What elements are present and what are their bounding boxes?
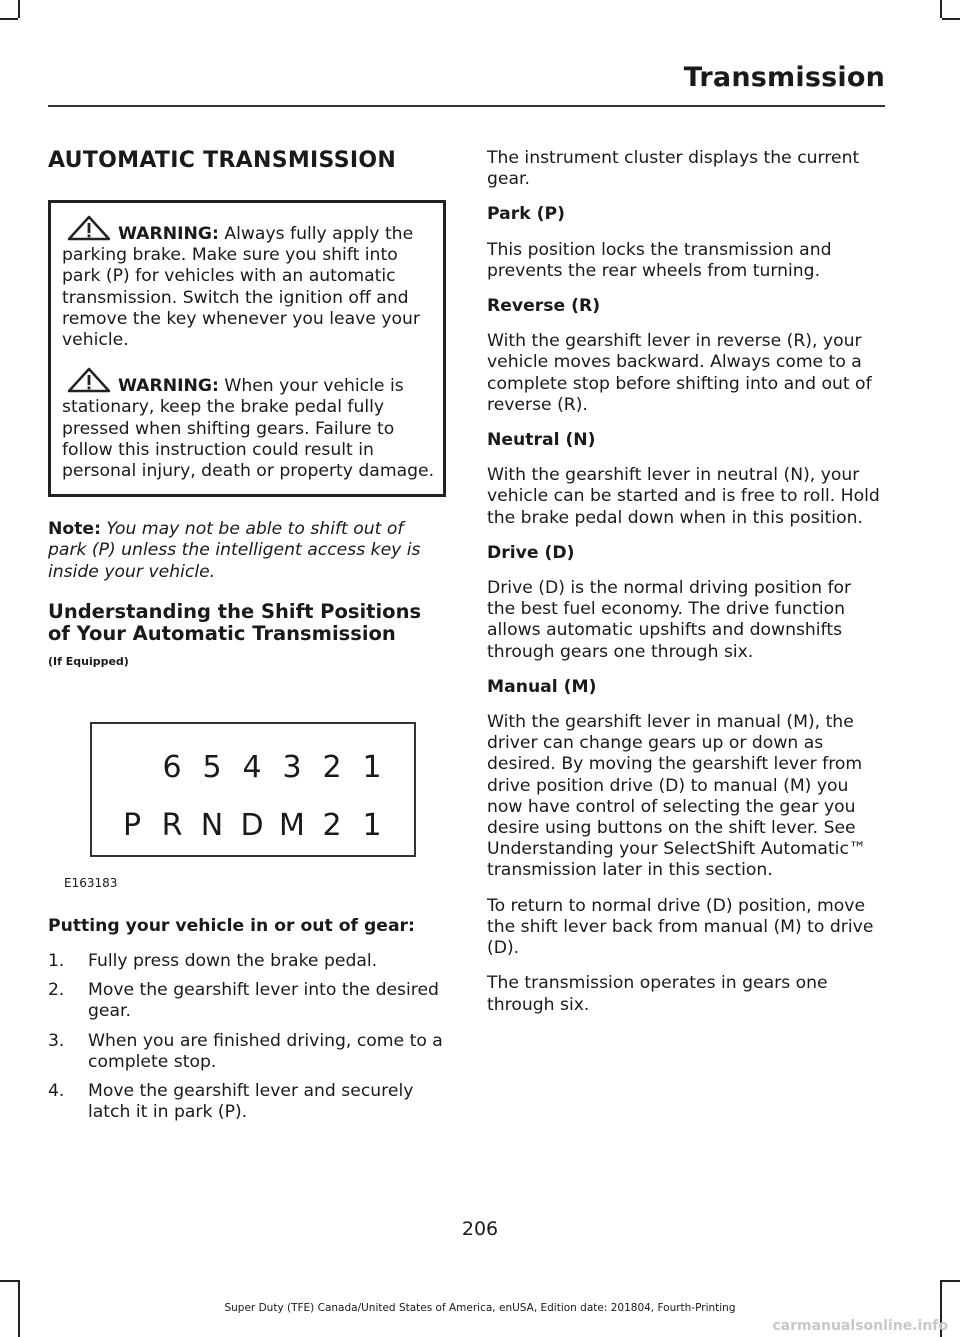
right-column bbox=[487, 148, 882, 1030]
warning-text: When your vehicle is stationary, keep the brake pedal fully pressed when shifting gears. Failure to follow this instruction could result in personal injury, death or property damage. bbox=[62, 376, 435, 482]
left-column bbox=[48, 148, 446, 1131]
warning-triangle-icon bbox=[66, 215, 112, 241]
figure-id: E163183 bbox=[64, 875, 118, 890]
gears-paragraph: The transmission operates in gears one through six. bbox=[487, 973, 828, 1015]
crop-mark-top-right bbox=[940, 0, 942, 18]
warning-item bbox=[62, 367, 435, 482]
crop-mark-bottom-right-h bbox=[942, 1280, 960, 1282]
footer-edition: Super Duty (TFE) Canada/United States of America, enUSA, Edition date: 201804, Fourth-Printing bbox=[224, 1302, 736, 1314]
intro-paragraph: The instrument cluster displays the current gear. bbox=[487, 148, 860, 190]
section-title: AUTOMATIC TRANSMISSION bbox=[48, 148, 397, 173]
gear-number: 1 bbox=[362, 749, 382, 785]
gear-number: 4 bbox=[242, 749, 262, 785]
warning-triangle-icon bbox=[66, 367, 112, 393]
steps-heading: Putting your vehicle in or out of gear: bbox=[48, 915, 415, 936]
manual-heading: Manual (M) bbox=[487, 676, 597, 697]
step-text: Move the gearshift lever and securely latch it in park (P). bbox=[88, 1081, 414, 1123]
list-item bbox=[48, 1031, 446, 1073]
page-header-title: Transmission bbox=[683, 62, 885, 93]
gear-position: N bbox=[200, 807, 224, 843]
neutral-heading: Neutral (N) bbox=[487, 430, 596, 451]
step-number: 2. bbox=[48, 980, 65, 1001]
page-number: 206 bbox=[461, 1218, 499, 1240]
list-item bbox=[48, 951, 446, 972]
park-heading: Park (P) bbox=[487, 204, 565, 225]
gear-number: 5 bbox=[202, 749, 222, 785]
gear-position: D bbox=[240, 807, 264, 843]
crop-mark-top-right-h bbox=[942, 18, 960, 20]
drive-paragraph: Drive (D) is the normal driving position for the best fuel economy. The drive function allows automatic upshifts and downshifts through gears one through six. bbox=[487, 578, 852, 662]
step-number: 1. bbox=[48, 951, 65, 972]
step-text: Move the gearshift lever into the desired gear. bbox=[88, 980, 439, 1022]
gear-number: 6 bbox=[162, 749, 182, 785]
warning-box bbox=[48, 200, 446, 497]
crop-mark-bottom-left-h bbox=[0, 1280, 18, 1282]
note-text: You may not be able to shift out of park (P) unless the intelligent access key is inside your vehicle. bbox=[48, 519, 421, 582]
neutral-paragraph: With the gearshift lever in neutral (N), your vehicle can be started and is free to roll. Hold the brake pedal down when in this position. bbox=[487, 465, 880, 528]
header-divider bbox=[48, 105, 885, 107]
warning-label: WARNING: bbox=[118, 376, 219, 397]
gear-position: 2 bbox=[322, 807, 342, 843]
crop-mark-top-left-h bbox=[0, 18, 18, 20]
steps-list bbox=[48, 951, 446, 1123]
gear-position: 1 bbox=[362, 807, 382, 843]
step-text: Fully press down the brake pedal. bbox=[88, 951, 378, 972]
warning-label: WARNING: bbox=[118, 224, 219, 244]
note-label: Note: bbox=[48, 519, 101, 540]
gear-display-box bbox=[90, 722, 416, 857]
gear-number: 3 bbox=[282, 749, 302, 785]
drive-heading: Drive (D) bbox=[487, 542, 575, 563]
step-text: When you are finished driving, come to a complete stop. bbox=[88, 1030, 443, 1072]
warning-item bbox=[62, 215, 435, 351]
warning-text: Always fully apply the parking brake. Make sure you shift into park (P) for vehicles with an automatic transmission. Switch the ignition off and remove the key whenever you leave your vehicle. bbox=[62, 224, 420, 351]
gear-number-row bbox=[92, 750, 414, 785]
step-number: 3. bbox=[48, 1030, 65, 1051]
list-item bbox=[48, 980, 446, 1022]
list-item bbox=[48, 1081, 446, 1123]
return-paragraph: To return to normal drive (D) position, move the shift lever back from manual (M) to drive (D). bbox=[487, 895, 874, 959]
crop-mark-top-left bbox=[18, 0, 20, 18]
gear-indicator-figure bbox=[48, 696, 446, 916]
note-paragraph bbox=[48, 519, 446, 583]
gear-position: M bbox=[279, 807, 305, 843]
if-equipped-label: (If Equipped) bbox=[48, 654, 129, 668]
subsection-title: Understanding the Shift Positions of Your Automatic Transmission bbox=[48, 599, 422, 645]
watermark: carmanualsonline.info bbox=[772, 1318, 948, 1334]
park-paragraph: This position locks the transmission and prevents the rear wheels from turning. bbox=[487, 239, 832, 281]
reverse-heading: Reverse (R) bbox=[487, 296, 601, 317]
gear-position: R bbox=[161, 807, 183, 843]
manual-paragraph: With the gearshift lever in manual (M), the driver can change gears up or down as desired. By moving the gearshift lever from drive position drive (D) to manual (M) you now have control of selecting the gear you desire using buttons on the shift lever. See Understanding your SelectShift Automatic™ transmission later in this section. bbox=[487, 712, 867, 881]
gear-number: 2 bbox=[322, 749, 342, 785]
gear-position: P bbox=[122, 807, 142, 843]
gear-position-row bbox=[92, 808, 414, 843]
reverse-paragraph: With the gearshift lever in reverse (R), your vehicle moves backward. Always come to a complete stop before shifting into and out of reverse (R). bbox=[487, 331, 872, 415]
step-number: 4. bbox=[48, 1081, 65, 1102]
